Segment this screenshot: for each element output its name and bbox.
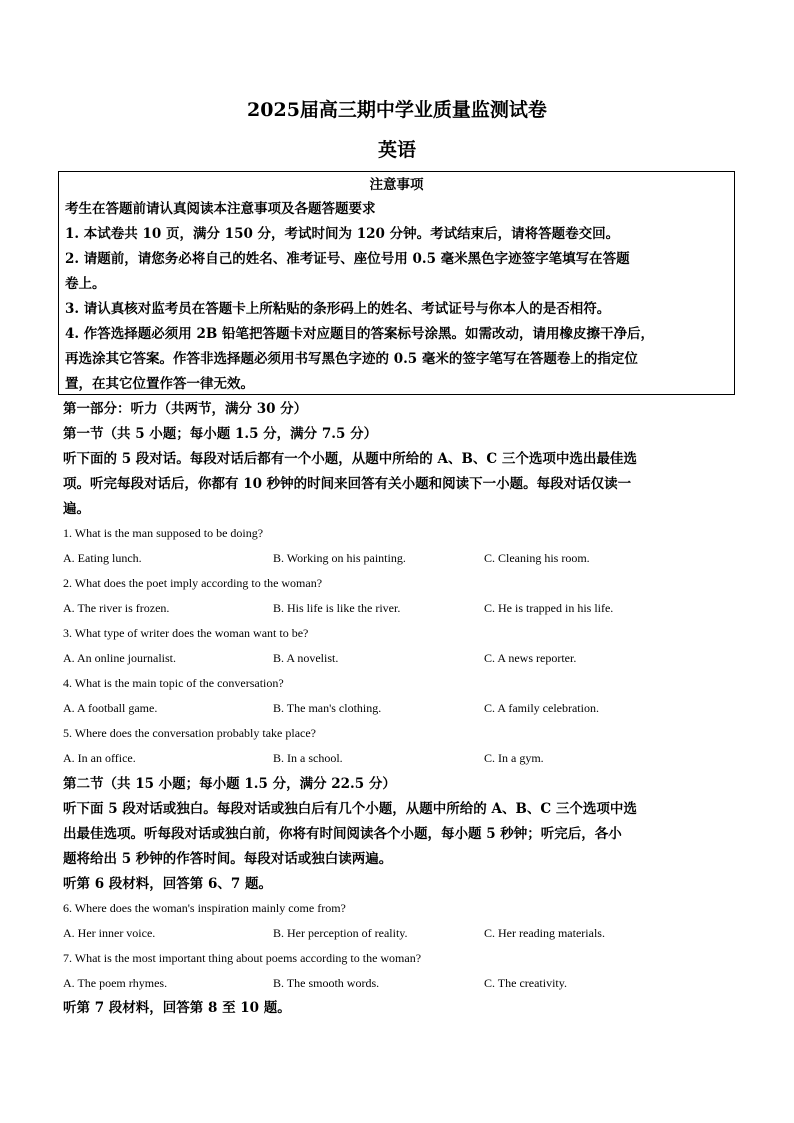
option-b: B. The smooth words. — [273, 976, 380, 990]
option-a: A. The river is frozen. — [63, 601, 170, 615]
notice-line: 4. 作答选择题必须用 2B 铅笔把答题卡对应题目的答案标号涂黑。如需改动，请用橡皮擦干净后， — [65, 326, 654, 342]
option-a: A. A football game. — [63, 701, 158, 715]
material-heading: 听第 7 段材料，回答第 8 至 10 题。 — [63, 1000, 291, 1016]
option-c: C. A news reporter. — [484, 651, 577, 665]
notice-line: 1. 本试卷共 10 页，满分 150 分，考试时间为 120 分钟。考试结束后，请将答题卷交回。 — [65, 226, 620, 242]
question-stem: 6. Where does the woman's inspiration mainly come from? — [63, 901, 346, 915]
section1-instructions: 听下面的 5 段对话。每段对话后都有一个小题，从题中所给的 A、B、C 三个选项中选出最佳选 — [63, 451, 637, 467]
section1-instructions: 项。听完每段对话后，你都有 10 秒钟的时间来回答有关小题和阅读下一小题。每段对话仅读一 — [63, 476, 632, 492]
question-stem: 5. Where does the conversation probably take place? — [63, 726, 317, 740]
option-b: B. A novelist. — [273, 651, 339, 665]
notice-line: 2. 请题前，请您务必将自己的姓名、准考证号、座位号用 0.5 毫米黑色字迹签字笔填写在答题 — [65, 251, 630, 267]
section2-heading: 第二节（共 15 小题；每小题 1.5 分，满分 22.5 分） — [63, 776, 396, 792]
material-heading: 听第 6 段材料，回答第 6、7 题。 — [63, 876, 272, 892]
notice-line: 再选涂其它答案。作答非选择题必须用书写黑色字迹的 0.5 毫米的签字笔写在答题卷上的指定位 — [65, 351, 638, 367]
section2-instructions: 出最佳选项。听每段对话或独白前，你将有时间阅读各个小题，每小题 5 秒钟；听完后，各小 — [63, 826, 622, 842]
section2-instructions: 题将给出 5 秒钟的作答时间。每段对话或独白读两遍。 — [63, 851, 393, 867]
part1-heading: 第一部分：听力（共两节，满分 30 分） — [63, 401, 308, 417]
section1-instructions: 遍。 — [63, 501, 90, 517]
option-c: C. A family celebration. — [484, 701, 599, 715]
notice-line: 卷上。 — [65, 276, 106, 292]
option-c: C. Cleaning his room. — [484, 551, 590, 565]
option-c: C. The creativity. — [484, 976, 567, 990]
question-stem: 2. What does the poet imply according to the woman? — [63, 576, 323, 590]
option-b: B. His life is like the river. — [273, 601, 401, 615]
exam-title: 2025届高三期中学业质量监测试卷 — [247, 99, 547, 121]
question-stem: 7. What is the most important thing about poems according to the woman? — [63, 951, 422, 965]
option-c: C. In a gym. — [484, 751, 544, 765]
notice-line: 3. 请认真核对监考员在答题卡上所粘贴的条形码上的姓名、考试证号与你本人的是否相符。 — [65, 301, 611, 317]
option-b: B. In a school. — [273, 751, 343, 765]
question-stem: 3. What type of writer does the woman want to be? — [63, 626, 309, 640]
option-b: B. Working on his painting. — [273, 551, 406, 565]
section1-heading: 第一节（共 5 小题；每小题 1.5 分，满分 7.5 分） — [63, 426, 378, 442]
notice-line: 置，在其它位置作答一律无效。 — [65, 376, 254, 392]
option-a: A. In an office. — [63, 751, 136, 765]
option-a: A. Eating lunch. — [63, 551, 142, 565]
option-b: B. Her perception of reality. — [273, 926, 408, 940]
option-b: B. The man's clothing. — [273, 701, 382, 715]
notice-box — [58, 171, 735, 395]
option-a: A. Her inner voice. — [63, 926, 156, 940]
question-stem: 1. What is the man supposed to be doing? — [63, 526, 264, 540]
option-c: C. Her reading materials. — [484, 926, 605, 940]
section2-instructions: 听下面 5 段对话或独白。每段对话或独白后有几个小题，从题中所给的 A、B、C 三个选项中选 — [63, 801, 637, 817]
option-a: A. The poem rhymes. — [63, 976, 168, 990]
option-a: A. An online journalist. — [63, 651, 176, 665]
notice-title: 注意事项 — [369, 177, 424, 193]
notice-line: 考生在答题前请认真阅读本注意事项及各题答题要求 — [65, 201, 376, 217]
question-stem: 4. What is the main topic of the conversation? — [63, 676, 284, 690]
subject-title: 英语 — [377, 139, 416, 161]
option-c: C. He is trapped in his life. — [484, 601, 614, 615]
